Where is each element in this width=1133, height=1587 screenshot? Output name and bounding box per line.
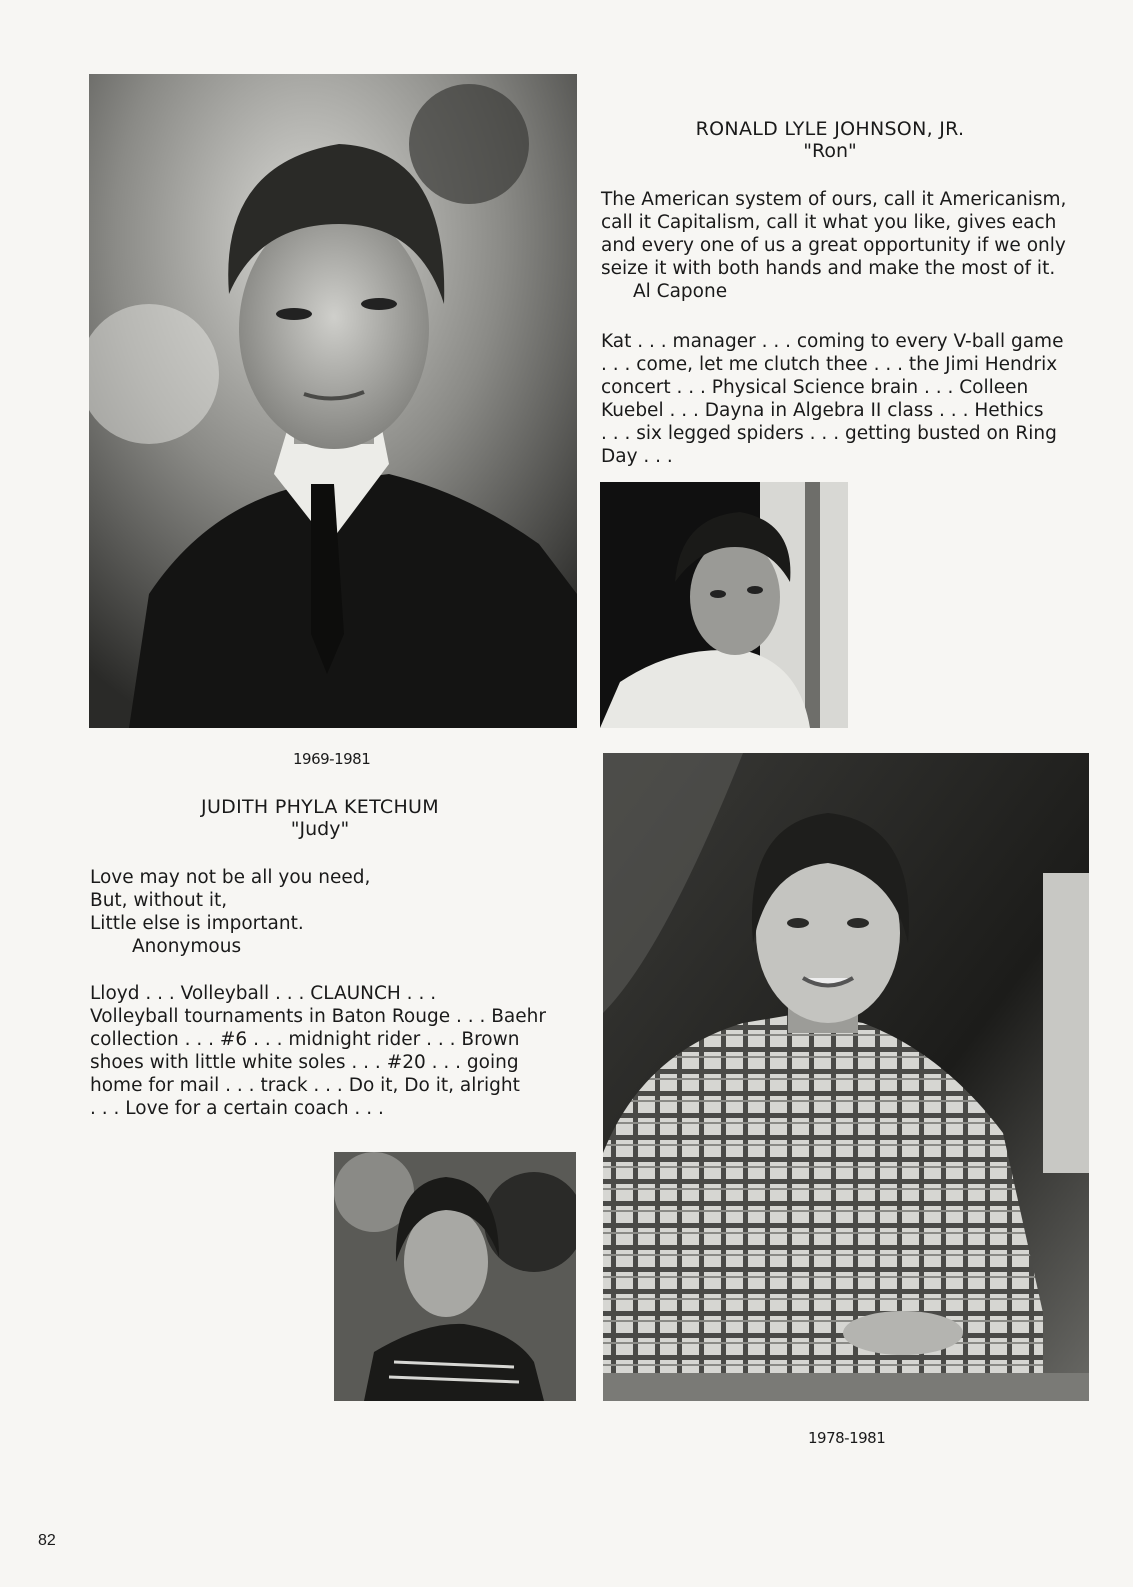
judith-memory-line: shoes with little white soles . . . #20 . . . going	[90, 1052, 519, 1073]
judith-memory-line: collection . . . #6 . . . midnight rider . . . Brown	[90, 1029, 520, 1050]
ronald-quote-line: call it Capitalism, call it what you like, gives each	[601, 212, 1057, 233]
ronald-candid-photo	[600, 482, 848, 728]
ronald-quote-author: Al Capone	[633, 281, 728, 302]
ronald-quote-line: and every one of us a great opportunity if we only	[601, 235, 1066, 256]
ronald-portrait-photo	[89, 74, 577, 728]
ronald-name-block	[600, 118, 1060, 162]
judith-name: JUDITH PHYLA KETCHUM	[201, 796, 439, 818]
ronald-memory-line: Kuebel . . . Dayna in Algebra II class . . . Hethics	[601, 400, 1044, 421]
judith-memories	[90, 982, 546, 1120]
judith-name-block	[100, 796, 540, 840]
judith-quote-line: Love may not be all you need,	[90, 867, 371, 888]
ronald-quote	[601, 188, 1066, 303]
ronald-nickname: "Ron"	[803, 140, 857, 162]
ronald-memory-line: Day . . .	[601, 446, 673, 467]
judith-memory-line: home for mail . . . track . . . Do it, Do it, alright	[90, 1075, 520, 1096]
ronald-memory-line: . . . come, let me clutch thee . . . the Jimi Hendrix	[601, 354, 1058, 375]
ronald-memory-line: Kat . . . manager . . . coming to every V-ball game	[601, 331, 1064, 352]
judith-years: 1978-1981	[808, 1429, 886, 1447]
judith-memory-line: . . . Love for a certain coach . . .	[90, 1098, 384, 1119]
judith-memory-line: Volleyball tournaments in Baton Rouge . . . Baehr	[90, 1006, 546, 1027]
ronald-quote-line: The American system of ours, call it Americanism,	[601, 189, 1067, 210]
ronald-quote-line: seize it with both hands and make the most of it.	[601, 258, 1056, 279]
judith-nickname: "Judy"	[290, 818, 350, 840]
judith-quote-line: Little else is important.	[90, 913, 304, 934]
judith-quote-line: But, without it,	[90, 890, 228, 911]
ronald-memory-line: concert . . . Physical Science brain . . . Colleen	[601, 377, 1029, 398]
judith-memory-line: Lloyd . . . Volleyball . . . CLAUNCH . . .	[90, 983, 437, 1004]
judith-candid-photo	[334, 1152, 576, 1401]
judith-portrait-photo	[603, 753, 1089, 1401]
ronald-memory-line: . . . six legged spiders . . . getting busted on Ring	[601, 423, 1057, 444]
judith-quote-author: Anonymous	[132, 936, 242, 957]
page-number: 82	[38, 1532, 56, 1549]
ronald-years: 1969-1981	[293, 750, 371, 768]
ronald-name: RONALD LYLE JOHNSON, JR.	[695, 118, 965, 140]
ronald-memories	[601, 330, 1063, 468]
judith-quote	[90, 866, 370, 958]
